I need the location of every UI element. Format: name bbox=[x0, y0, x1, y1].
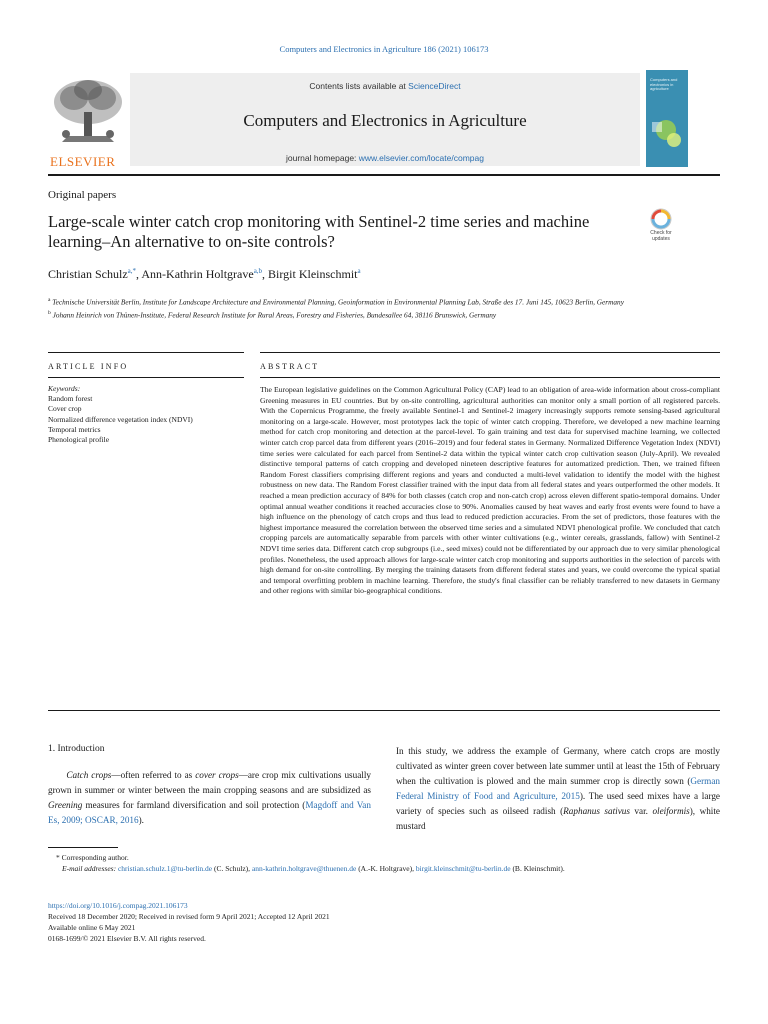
corresponding-author-note: * Corresponding author. bbox=[56, 853, 129, 862]
body-text-run: measures for farmland diversification and soil protection ( bbox=[82, 800, 306, 810]
body-text-run: var. bbox=[629, 806, 653, 816]
keyword-item: Cover crop bbox=[48, 404, 82, 414]
copyright: 0168-1699/© 2021 Elsevier B.V. All rights reserved. bbox=[48, 934, 206, 943]
section-heading-introduction: 1. Introduction bbox=[48, 744, 105, 754]
journal-reference[interactable]: Computers and Electronics in Agriculture 186 (2021) 106173 bbox=[279, 44, 489, 54]
keywords-block bbox=[48, 384, 248, 445]
footnote-rule bbox=[48, 847, 118, 848]
sciencedirect-link[interactable]: ScienceDirect bbox=[408, 81, 461, 91]
keywords-rule bbox=[48, 377, 244, 378]
body-column-left bbox=[48, 744, 371, 828]
affiliation-text: Technische Universität Berlin, Institute for Landscape Architecture and Environmental Planning, Geoinformation in Environmental Planning Lab, Straße des 17. Juni 145, 10623 Berlin, Germany bbox=[52, 297, 624, 307]
paper-title: Large-scale winter catch crop monitoring with Sentinel-2 time series and machine learning–An alternative to on-site controls? bbox=[48, 212, 590, 251]
email-link[interactable]: birgit.kleinschmit@tu-berlin.de bbox=[415, 864, 511, 873]
journal-masthead bbox=[48, 70, 720, 170]
affiliation-item bbox=[48, 295, 648, 308]
italic-term: Catch crops bbox=[66, 770, 112, 780]
check-for-updates-label: Check for updates bbox=[650, 230, 672, 242]
italic-term: cover crops bbox=[195, 770, 239, 780]
citation-link[interactable]: Magdoff and Van Es, 2009; OSCAR, 2016 bbox=[48, 800, 371, 825]
received-dates: Received 18 December 2020; Received in revised form 9 April 2021; Accepted 12 April 2021 bbox=[48, 912, 330, 921]
body-text-run: In this study, we address the example of Germany, where catch crops are mostly cultivated as winter green cover between late summer until at least the 15th of February when the cultivation is plowed and the main summer crop is directly sown ( bbox=[396, 746, 720, 786]
footnotes bbox=[48, 852, 720, 874]
email-owner: (A.-K. Holtgrave), bbox=[356, 864, 416, 873]
journal-banner bbox=[130, 73, 640, 166]
email-owner: (C. Schulz), bbox=[212, 864, 252, 873]
email-link[interactable]: ann-kathrin.holtgrave@thuenen.de bbox=[251, 864, 357, 873]
email-link[interactable]: christian.schulz.1@tu-berlin.de bbox=[117, 864, 213, 873]
body-text-run: —are crop mix cultivations usually grown in summer or winter between the main cropping seasons and are subsidized as bbox=[48, 770, 371, 795]
body-paragraph bbox=[48, 768, 371, 828]
abstract-heading: ABSTRACT bbox=[260, 362, 320, 371]
section-label: Original papers bbox=[48, 189, 117, 201]
body-text-run: —often referred to as bbox=[111, 770, 196, 780]
keyword-item: Temporal metrics bbox=[48, 424, 101, 434]
body-text-run: ). The used seed mixes have a large variety of species such as oilseed radish ( bbox=[396, 791, 721, 816]
affiliation-text: Johann Heinrich von Thünen-Institute, Federal Research Institute for Rural Areas, Forestry and Fisheries, Bundesallee 64, 38116 Brunswick, Germany bbox=[52, 310, 497, 320]
header-rule bbox=[48, 174, 720, 176]
check-for-updates-icon[interactable] bbox=[644, 208, 678, 248]
keyword-item: Normalized difference vegetation index (NDVI) bbox=[48, 414, 193, 424]
author-affiliation-marker[interactable]: a bbox=[357, 267, 361, 275]
cover-text: Computers and electronics in agriculture bbox=[650, 77, 678, 92]
journal-title: Computers and Electronics in Agriculture bbox=[243, 111, 527, 130]
abstract-top-rule bbox=[260, 377, 720, 378]
author-affiliation-marker[interactable]: a,* bbox=[127, 267, 137, 275]
journal-cover-thumbnail[interactable] bbox=[646, 70, 688, 167]
author-list: Christian Schulz$^{a,*}$, Ann-Kathrin Holtgrave$^{a,b}$, Birgit Kleinschmit$^a$ bbox=[48, 267, 361, 281]
body-text-run: ), white mustard bbox=[396, 806, 720, 831]
elsevier-tree-logo bbox=[48, 76, 128, 168]
homepage-prefix: journal homepage: bbox=[286, 153, 359, 163]
keyword-item: Random forest bbox=[48, 394, 93, 404]
citation-link[interactable]: German Federal Ministry of Food and Agriculture, 2015 bbox=[396, 776, 720, 801]
email-label: E-mail addresses: bbox=[62, 864, 117, 873]
body-paragraph bbox=[396, 744, 720, 834]
available-online: Available online 6 May 2021 bbox=[48, 923, 136, 932]
homepage-link[interactable]: www.elsevier.com/locate/compag bbox=[358, 153, 484, 163]
article-info-rule bbox=[48, 352, 244, 353]
body-text-run: ). bbox=[138, 815, 144, 825]
homepage-line bbox=[130, 153, 640, 163]
abstract-text: The European legislative guidelines on the Common Agricultural Policy (CAP) lead to an obligation of area-wide information about cross-compliant Greening measures in EU countries. But by on-site controlling, agricultural authorities can monitor only a small portion of all registered parcels. With the Copernicus Programme, the freely available Sentinel-1 and Sentinel-2 imagery increasingly supports remote sensing-based agricultural monitoring on a large-scale. However, most prototypes lack the topic of winter catch cropping. Therefore, we developed a new machine learning method for catch crop monitoring and detection at the parcel-level. To gain training and test data for supervised machine learning, we collected winter catch crop parcel data from different years (2016–2019) and four federal states in Germany. Normalized Difference Vegetation Index (NDVI) time series were calculated for each parcel from Sentinel-2 data within the typical winter catch crop cultivation season (July-April). We revealed distinctive temporal patterns of catch cropping and developed nineteen descriptive features for automatized prediction. Then, we trained fifteen Random Forest classifiers comprising different regions and years and conducted a multi-level validation to identify the model with the highest robustness on new data. The Random Forest classifier trained with the input data from all federal states and years outperformed the other models. It reached a mean prediction accuracy of 84% for both classes (catch crop and non-catch crop) across eleven different spatio-temporal domains. Under optimal annual weather conditions it reached accuracies close to 90%. Anomalies caused by heat waves and early frost events were found to have a high influence on the phenology of catch crops and thus lead to reduced prediction accuracies. From the set of predictors, those features with the highest importance measured the correlation between the observed time series and a simulated NDVI phenological profile. We concluded that catch cropping parcels are automatically separable from parcels with other winter cultivations (e.g., winter cereals, grasslands, fallow) with Sentinel-2 NDVI time series data. Different catch crop subgroups (i.e., seed mixes) could not be differentiated by our approach due to very similar phenological profiles. Nonetheless, the used approach allows for large-scale winter catch crop monitoring and supports authorities in the selection of parcels with high demand for on-site controlling. By merging the training datasets from different federal states and years, we could overcome the typical spatial and temporal overfitting problem in machine learning. Therefore, the study's final classifier can be reliably transferred to new datasets in Germany and other regions with similar bio-geographical conditions. bbox=[260, 385, 720, 596]
affiliation-item bbox=[48, 308, 648, 321]
italic-term: oleiformis bbox=[652, 806, 690, 816]
author-name: Christian Schulz bbox=[48, 267, 128, 281]
abstract-rule bbox=[260, 352, 720, 353]
article-info-heading: ARTICLE INFO bbox=[48, 362, 129, 371]
email-addresses bbox=[48, 863, 720, 874]
keyword-item: Phenological profile bbox=[48, 435, 110, 445]
contents-line bbox=[130, 81, 640, 91]
publication-info bbox=[48, 900, 720, 944]
affiliation-marker: b bbox=[48, 309, 51, 316]
contents-prefix: Contents lists available at bbox=[309, 81, 409, 91]
author-name: Birgit Kleinschmit bbox=[268, 267, 358, 281]
abstract-bottom-rule bbox=[48, 710, 720, 711]
italic-term: Greening bbox=[48, 800, 83, 810]
email-owner: (B. Kleinschmit). bbox=[510, 864, 565, 873]
author-name: Ann-Kathrin Holtgrave bbox=[141, 267, 254, 281]
elsevier-wordmark: ELSEVIER bbox=[50, 154, 116, 169]
author-affiliation-marker[interactable]: a,b bbox=[253, 267, 263, 275]
italic-term: Raphanus sativus bbox=[563, 806, 630, 816]
affiliations bbox=[48, 295, 648, 321]
keywords-label: Keywords: bbox=[48, 384, 81, 393]
body-column-right bbox=[396, 744, 720, 834]
affiliation-marker: a bbox=[48, 297, 51, 303]
doi-link[interactable]: https://doi.org/10.1016/j.compag.2021.106173 bbox=[48, 901, 188, 910]
